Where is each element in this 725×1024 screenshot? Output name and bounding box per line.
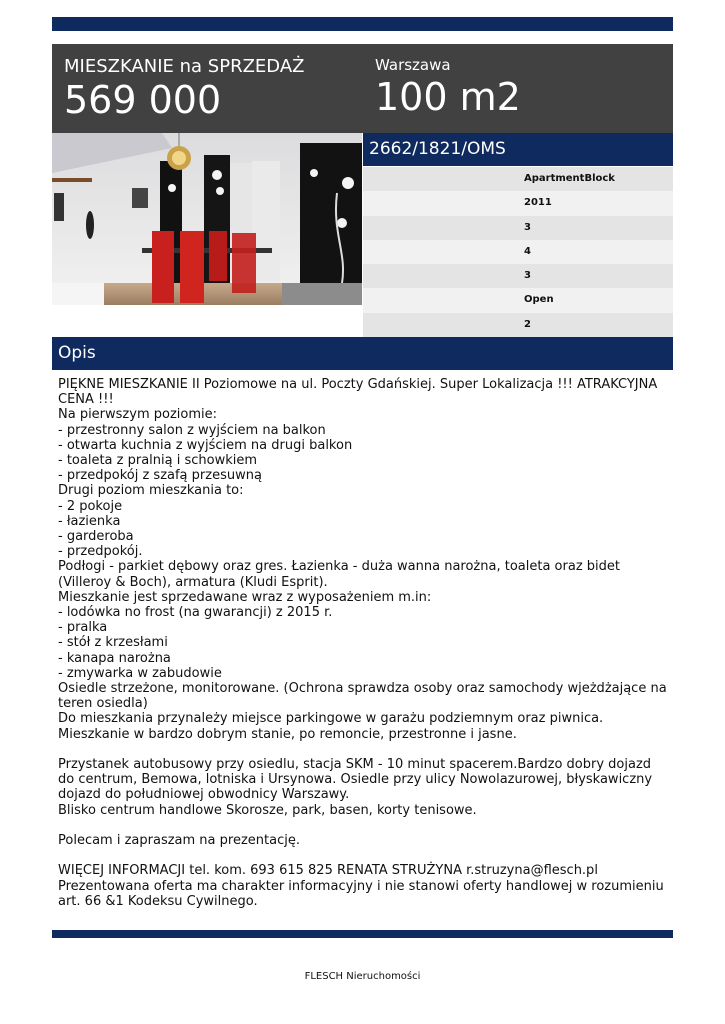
apartment-interior-image	[52, 133, 362, 305]
description-line: - zmywarka w zabudowie	[58, 665, 222, 681]
description-line: - 2 pokoje	[58, 498, 123, 514]
spec-value-3: 3	[363, 216, 673, 240]
description-line: - pralka	[58, 620, 108, 636]
description-line	[58, 742, 668, 757]
listing-type: MIESZKANIE na SPRZEDAŻ	[64, 56, 305, 77]
spec-building-type: ApartmentBlock	[363, 167, 673, 191]
description-line: Prezentowana oferta ma charakter informacyjny i nie stanowi oferty handlowej w rozumieniu art. 66 &1 Kodeksu Cywilnego.	[58, 878, 664, 909]
description-line	[58, 848, 668, 863]
description-line: - toaleta z pralnią i schowkiem	[58, 453, 258, 469]
spec-table	[363, 167, 673, 337]
description-line: Drugi poziom mieszkania to:	[58, 483, 244, 499]
description-line: Mieszkanie w bardzo dobrym stanie, po remoncie, przestronne i jasne.	[58, 726, 517, 742]
description-line: - łazienka	[58, 513, 121, 529]
area: 100 m2	[375, 75, 521, 119]
description-line: Polecam i zapraszam na prezentację.	[58, 833, 300, 849]
header-right	[375, 56, 521, 119]
description-line: Blisko centrum handlowe Skorosze, park, basen, korty tenisowe.	[58, 802, 477, 818]
description-line: - przedpokój.	[58, 544, 143, 560]
description-line: - otwarta kuchnia z wyjściem na drugi balkon	[58, 437, 353, 453]
description-line: Osiedle strzeżone, monitorowane. (Ochrona sprawdza osoby oraz samochody wjeżdżające na teren osiedla)	[58, 681, 667, 712]
description-line: Do mieszkania przynależy miejsce parkingowe w garażu podziemnym oraz piwnica.	[58, 711, 604, 727]
reference-number: 2662/1821/OMS	[363, 133, 673, 166]
top-bar	[52, 17, 673, 31]
spec-value-4: 4	[363, 240, 673, 264]
spec-kitchen-type: Open	[363, 288, 673, 312]
footer-company: FLESCH Nieruchomości	[304, 971, 421, 982]
spec-value-7: 2	[363, 313, 673, 337]
listing-header	[52, 44, 673, 133]
description-line: - lodówka no frost (na gwarancji) z 2015 r.	[58, 605, 333, 621]
description-line: Przystanek autobusowy przy osiedlu, stacja SKM - 10 minut spacerem.Bardzo dobry dojazd do centrum, Bemowa, lotniska i Ursynowa. Osiedle przy ulicy Nowolazurowej, błyskawiczny dojazd do południowej obwodnicy Warszawy.	[58, 757, 653, 803]
header-left	[64, 56, 304, 122]
description-line: - przestronny salon z wyjściem na balkon	[58, 422, 326, 438]
apartment-photo	[52, 133, 362, 305]
spec-value-5: 3	[363, 264, 673, 288]
description-section-title: Opis	[52, 337, 673, 370]
description-line: WIĘCEJ INFORMACJI tel. kom. 693 615 825 RENATA STRUŻYNA r.struzyna@flesch.pl	[58, 863, 598, 879]
description-line: Mieszkanie jest sprzedawane wraz z wyposażeniem m.in:	[58, 589, 432, 605]
description-line: - przedpokój z szafą przesuwną	[58, 468, 262, 484]
description-line: - garderoba	[58, 529, 134, 545]
description-line: PIĘKNE MIESZKANIE II Poziomowe na ul. Poczty Gdańskiej. Super Lokalizacja !!! ATRAKCYJNA CENA !!!	[58, 377, 658, 408]
description-text	[58, 377, 668, 909]
bottom-bar	[52, 930, 673, 938]
description-line: Podłogi - parkiet dębowy oraz gres. Łazienka - duża wanna narożna, toaleta oraz bidet (Villeroy & Boch), armatura (Kludi Esprit).	[58, 559, 620, 590]
description-line: - stół z krzesłami	[58, 635, 168, 651]
spec-year-built: 2011	[363, 191, 673, 215]
price: 569 000	[64, 78, 222, 122]
description-line: Na pierwszym poziomie:	[58, 407, 217, 423]
city: Warszawa	[375, 56, 451, 74]
description-line: - kanapa narożna	[58, 650, 171, 666]
description-line	[58, 818, 668, 833]
